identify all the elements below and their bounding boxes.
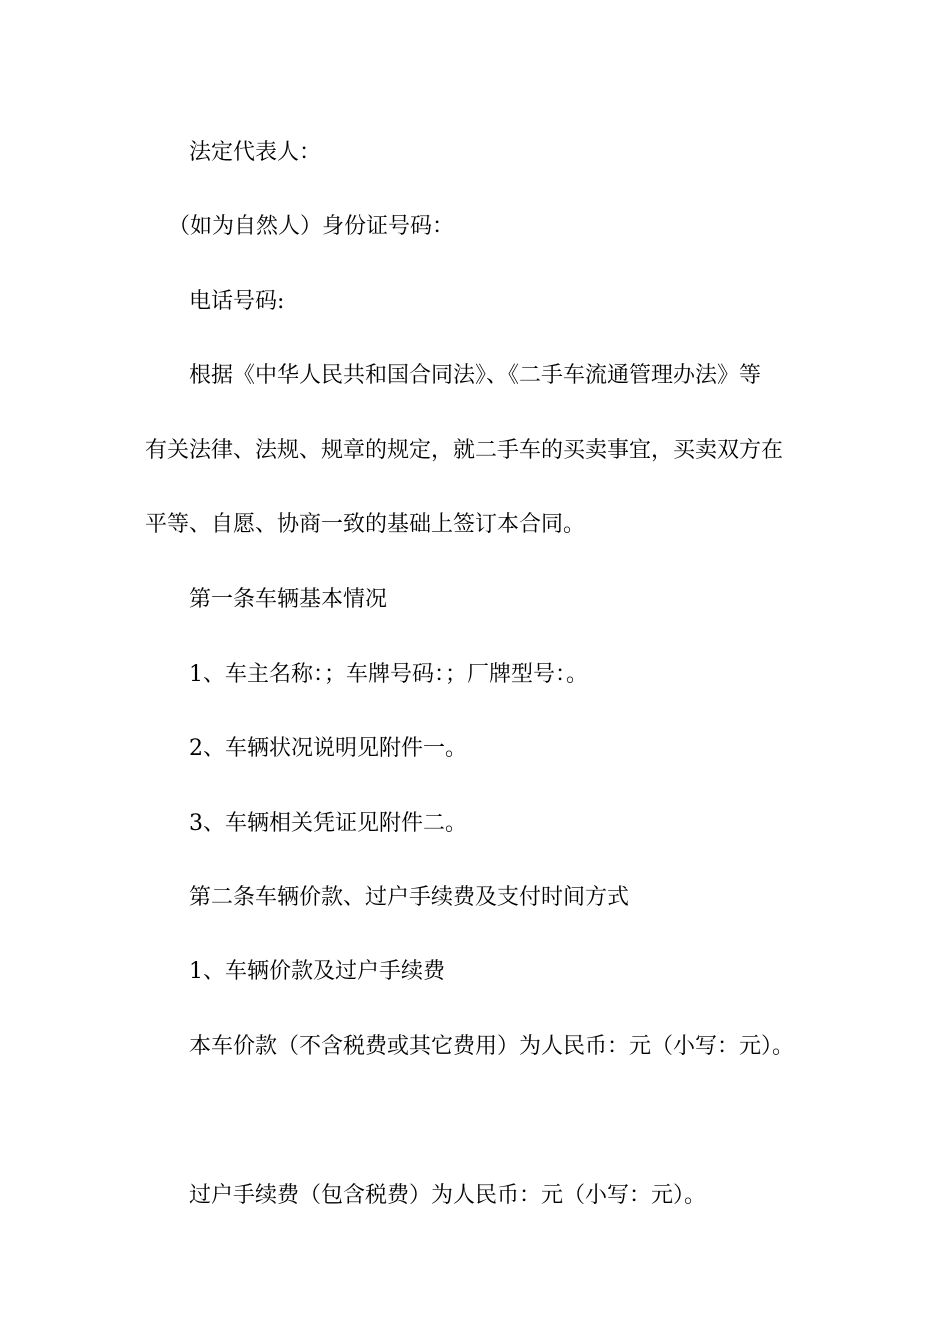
vehicle-price-line: 本车价款（不含税费或其它费用）为人民币：元（小写：元）。 xyxy=(189,1034,795,1059)
intro-paragraph-line-1: 根据《中华人民共和国合同法》、《二手车流通管理办法》等 xyxy=(189,363,762,388)
id-number-label: （如为自然人）身份证号码： xyxy=(168,214,455,239)
article-1-title: 第一条车辆基本情况 xyxy=(189,587,388,612)
article-1-item-2: 2、车辆状况说明见附件一。 xyxy=(189,736,467,761)
intro-paragraph-line-3: 平等、自愿、协商一致的基础上签订本合同。 xyxy=(145,512,586,537)
phone-number-label: 电话号码: xyxy=(189,289,285,314)
article-2-item-1: 1、车辆价款及过户手续费 xyxy=(189,959,445,984)
intro-paragraph-line-2: 有关法律、法规、规章的规定，就二手车的买卖事宜，买卖双方在 xyxy=(145,438,784,463)
article-1-item-1: 1、车主名称：；车牌号码：；厂牌型号：。 xyxy=(189,662,588,687)
legal-representative-label: 法定代表人： xyxy=(189,140,322,165)
article-1-item-3: 3、车辆相关凭证见附件二。 xyxy=(189,811,467,836)
article-2-title: 第二条车辆价款、过户手续费及支付时间方式 xyxy=(189,885,630,910)
transfer-fee-line: 过户手续费（包含税费）为人民币：元（小写：元）。 xyxy=(189,1183,707,1208)
